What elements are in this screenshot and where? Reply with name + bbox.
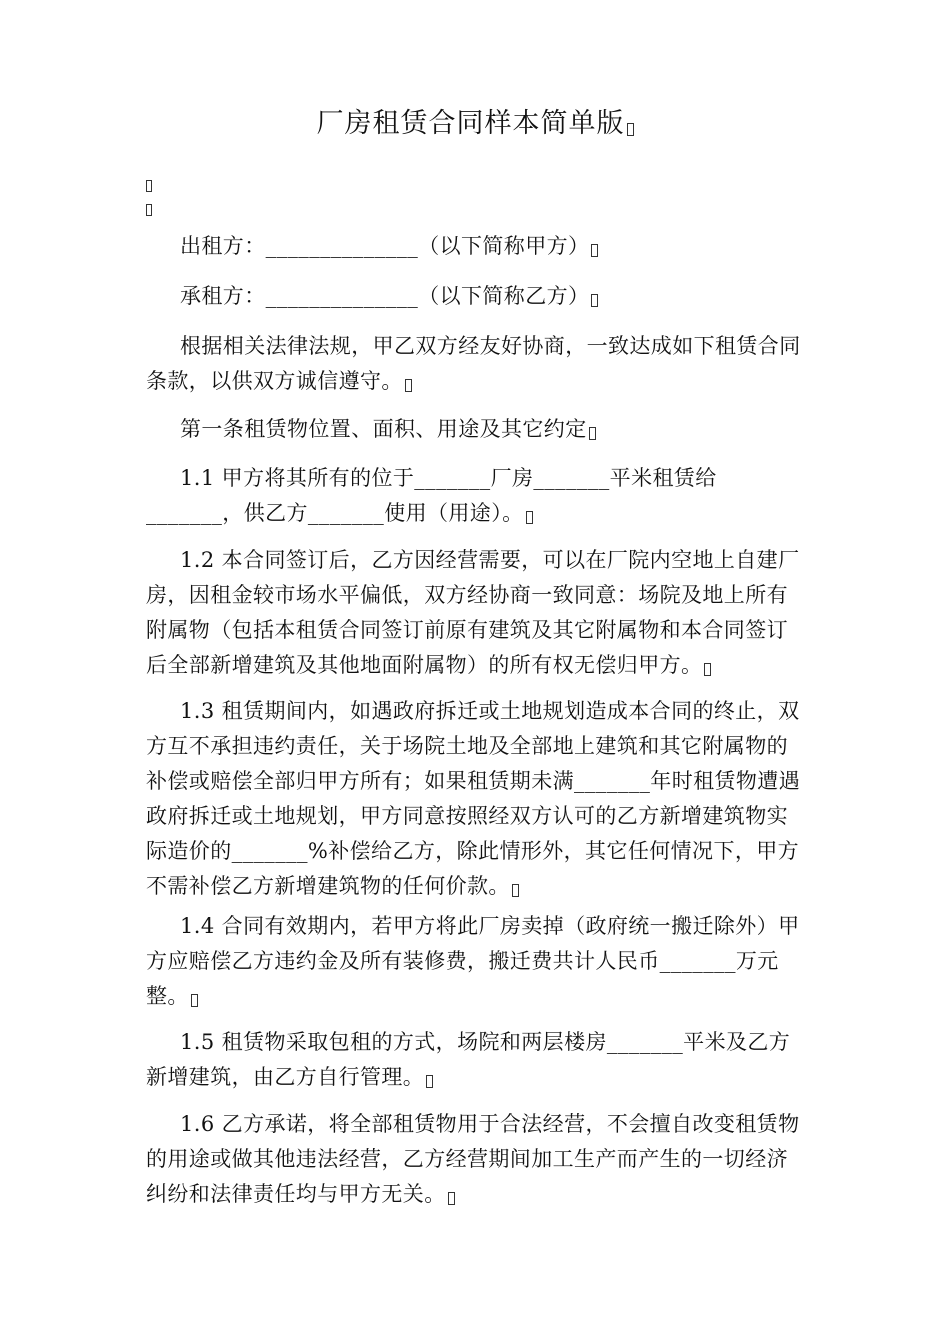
paragraph-mark-icon [426, 1075, 433, 1088]
paragraph-mark-icon [191, 994, 198, 1007]
clause-1-6: 1.6 乙方承诺，将全部租赁物用于合法经营，不会擅自改变租赁物的用途或做其他违法经营，乙方经营期间加工生产而产生的一切经济纠纷和法律责任均与甲方无关。 [146, 1112, 800, 1206]
clause-1-4: 1.4 合同有效期内，若甲方将此厂房卖掉（政府统一搬迁除外）甲方应赔偿乙方违约金及所有装修费，搬迁费共计人民币_______万元整。 [146, 914, 800, 1008]
article-one-heading: 第一条租赁物位置、面积、用途及其它约定 [146, 412, 806, 447]
document-title: 厂房租赁合同样本简单版 [0, 104, 950, 144]
preamble-paragraph: 根据相关法律法规，甲乙双方经友好协商，一致达成如下租赁合同条款，以供双方诚信遵守。 [146, 334, 801, 393]
clause-1-3: 1.3 租赁期间内，如遇政府拆迁或土地规划造成本合同的终止，双方互不承担违约责任，关于场院土地及全部地上建筑和其它附属物的补偿或赔偿全部归甲方所有；如果租赁期未满_______年时租赁物遭遇政府拆迁或土地规划，甲方同意按照经双方认可的乙方新增建筑物实际造价的_______%补偿给乙方，除此情形外，其它任何情况下，甲方不需补偿乙方新增建筑物的任何价款。 [146, 699, 801, 898]
lessor-line: 出租方：______________（以下简称甲方） [146, 229, 806, 264]
empty-paragraph-mark-icon [146, 175, 152, 194]
paragraph-mark-icon [405, 379, 412, 392]
lessee-line: 承租方：______________（以下简称乙方） [146, 279, 806, 314]
paragraph-mark-icon [526, 511, 533, 524]
clause-1-1: 1.1 甲方将其所有的位于_______厂房_______平米租赁给_______，供乙方_______使用（用途）。 [146, 466, 717, 525]
paragraph-mark-icon [591, 294, 598, 307]
paragraph-mark-icon [627, 123, 634, 136]
clause-1-5: 1.5 租赁物采取包租的方式，场院和两层楼房_______平米及乙方新增建筑，由乙方自行管理。 [146, 1030, 791, 1089]
paragraph-mark-icon [704, 663, 711, 676]
paragraph-mark-icon [448, 1192, 455, 1205]
paragraph-mark-icon [589, 427, 596, 440]
paragraph-mark-icon [512, 884, 519, 897]
clause-1-2: 1.2 本合同签订后，乙方因经营需要，可以在厂院内空地上自建厂房，因租金较市场水平偏低，双方经协商一致同意：场院及地上所有附属物（包括本租赁合同签订前原有建筑及其它附属物和本合同签订后全部新增建筑及其他地面附属物）的所有权无偿归甲方。 [146, 548, 800, 677]
empty-paragraph-mark-icon [146, 199, 152, 218]
paragraph-mark-icon [591, 244, 598, 257]
